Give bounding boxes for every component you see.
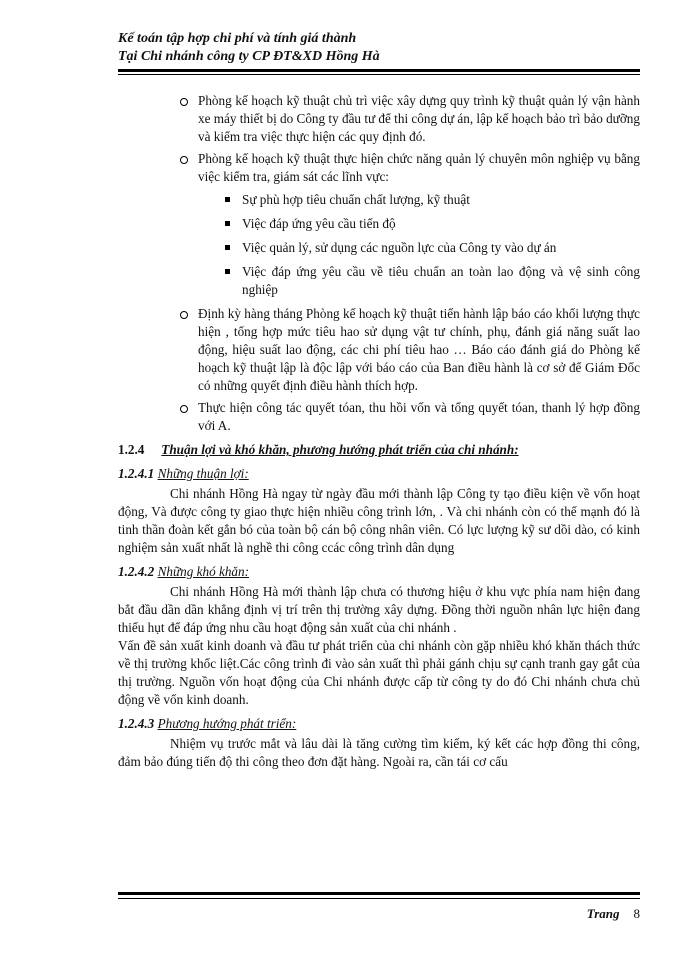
list-item — [118, 399, 640, 435]
square-bullet-icon — [225, 221, 230, 226]
paragraph: Nhiệm vụ trước mắt và lâu dài là tăng cường tìm kiếm, ký kết các hợp đồng thi công, đảm bảo đúng tiến độ thi công theo đơn đặt hàng. Ngoài ra, cần tái cơ cấu — [118, 736, 640, 769]
subsection-title: Phương hướng phát triển: — [157, 716, 297, 731]
section-heading — [118, 441, 640, 459]
paragraph: Vấn đề sản xuất kinh doanh và đầu tư phát triển của chi nhánh còn gặp nhiều khó khăn thách thức về thị trường khốc liệt.Các công trình đi vào sản xuất thì phải gánh chịu sự cạnh tranh gay gắt của thị trường. Nguồn vốn hoạt động của Chi nhánh được cấp từ công ty do đó Chi nhánh chưa chủ động về vốn kinh doanh. — [118, 638, 640, 707]
header-title: Kế toán tập hợp chi phí và tính giá thành — [118, 31, 357, 46]
circle-bullet-icon — [180, 98, 188, 106]
footer-rule-thin — [118, 898, 640, 899]
sub-list-item — [118, 239, 640, 257]
header-rule-thin — [118, 74, 640, 75]
subsection-number: 1.2.4.2 — [118, 564, 155, 579]
list-item-text: Thực hiện công tác quyết tóan, thu hồi vốn và tổng quyết tóan, thanh lý hợp đồng với A. — [198, 400, 640, 433]
page-label: Trang — [586, 906, 620, 921]
list-item-text: Phòng kế hoạch kỹ thuật thực hiện chức năng quản lý chuyên môn nghiệp vụ bằng việc kiểm tra, giám sát các lĩnh vực: — [198, 151, 640, 184]
footer-rule-thick — [118, 892, 640, 895]
list-item — [118, 305, 640, 395]
section-number: 1.2.4 — [118, 442, 145, 457]
subsection-title: Những khó khăn: — [157, 564, 249, 579]
sub-list-item-text: Việc quản lý, sử dụng các nguồn lực của Công ty vào dự án — [242, 240, 557, 255]
sub-list-item-text: Việc đáp ứng yêu cầu tiến độ — [242, 216, 396, 231]
header-rule-thick — [118, 69, 640, 72]
square-bullet-icon — [225, 269, 230, 274]
list-item-text: Phòng kế hoạch kỹ thuật chủ trì việc xây dựng quy trình kỹ thuật quản lý vận hành xe máy thiết bị do Công ty đầu tư để thi công dự án, lập kế hoạch bảo trì bảo dưỡng và kiểm tra việc thực hiện các quy định đó. — [198, 93, 640, 144]
sub-list-item-text: Việc đáp ứng yêu cầu về tiêu chuẩn an toàn lao động và vệ sinh công nghiệp — [242, 264, 640, 297]
sub-list-item-text: Sự phù hợp tiêu chuẩn chất lượng, kỹ thuật — [242, 192, 470, 207]
square-bullet-icon — [225, 197, 230, 202]
list-item — [118, 92, 640, 146]
paragraph: Chi nhánh Hồng Hà ngay từ ngày đầu mới thành lập Công ty tạo điều kiện về vốn hoạt động, Và được công ty giao thực hiện nhiều công trình lớn, . Và chi nhánh còn có thế mạnh đó là tinh thần đoàn kết gắn bó của toàn bộ cán bộ công nhân viên. Có lực lượng kỹ sư dồi dào, có kinh nghiệm sản xuất nhất là nghề thi công ccác công trình dân dụng — [118, 486, 640, 555]
document-body — [118, 92, 640, 771]
subsection-heading — [118, 465, 640, 483]
sub-list-item — [118, 191, 640, 209]
circle-bullet-icon — [180, 405, 188, 413]
list-item — [118, 150, 640, 186]
subsection-title: Những thuận lợi: — [157, 466, 249, 481]
page-footer — [118, 906, 640, 922]
list-item-text: Định kỳ hàng tháng Phòng kế hoạch kỹ thuật tiến hành lập báo cáo khối lượng thực hiện , tổng hợp mức tiêu hao sử dụng vật tư chính, phụ, đánh giá năng suất lao động, hiệu suất lao động, các chi phí tiêu hao … Báo cáo đánh giá do Phòng kế hoạch kỹ thuật lập là độc lập với báo cáo của Ban điều hành là cơ sở để Giám Đốc có những quyết định điều hành thích hợp. — [198, 306, 640, 393]
paragraph: Chi nhánh Hồng Hà mới thành lập chưa có thương hiệu ở khu vực phía nam hiện đang bắt đầu dần dần khẳng định vị trí trên thị trường xây dựng. Đồng thời nguồn nhân lực hiện đang thiếu hụt để đáp ứng nhu cầu hoạt động sản xuất của chi nhánh . — [118, 584, 640, 635]
subsection-number: 1.2.4.3 — [118, 716, 155, 731]
page-header — [118, 30, 638, 66]
page-number: 8 — [633, 906, 640, 921]
subsection-heading — [118, 563, 640, 581]
square-bullet-icon — [225, 245, 230, 250]
sub-list-item — [118, 263, 640, 299]
subsection-number: 1.2.4.1 — [118, 466, 155, 481]
circle-bullet-icon — [180, 311, 188, 319]
circle-bullet-icon — [180, 156, 188, 164]
sub-list-item — [118, 215, 640, 233]
subsection-heading — [118, 715, 640, 733]
header-subtitle: Tại Chi nhánh công ty CP ĐT&XD Hồng Hà — [118, 49, 380, 64]
section-title: Thuận lợi và khó khăn, phương hướng phát triển của chi nhánh: — [161, 442, 519, 457]
